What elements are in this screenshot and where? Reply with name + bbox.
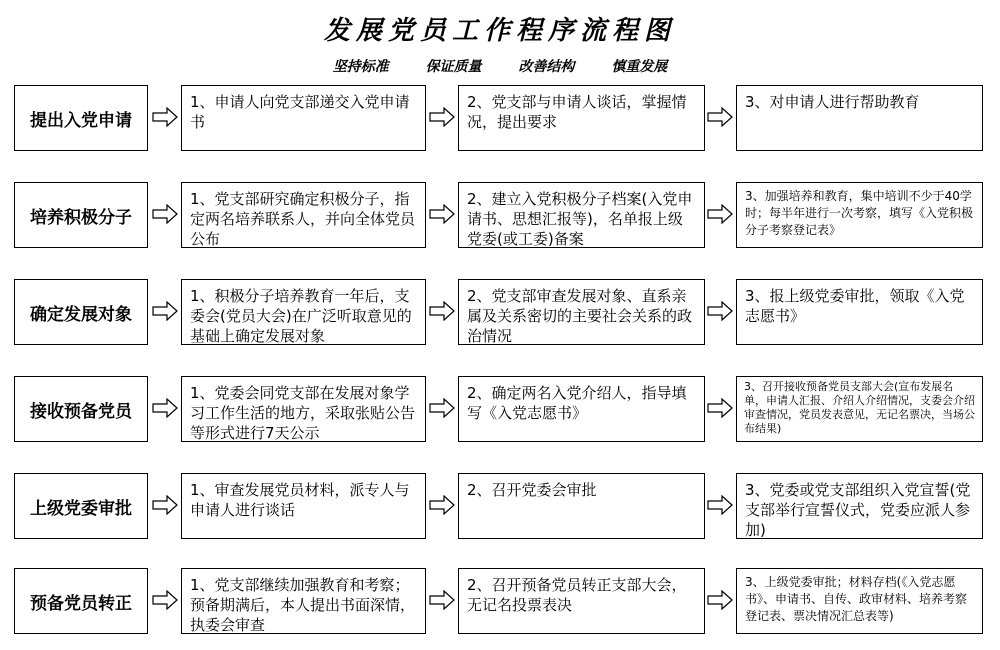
subtitle <box>0 56 1000 76</box>
arrow-right-icon <box>429 301 455 321</box>
step-box: 3、加强培养和教育，集中培训不少于40学时；每半年进行一次考察，填写《入党积极分子考察登记表》 <box>736 182 983 248</box>
stage-box: 接收预备党员 <box>14 376 148 442</box>
step-box: 1、积极分子培养教育一年后，支委会(党员大会)在广泛听取意见的基础上确定发展对象 <box>181 279 426 345</box>
subtitle-item: 坚持标准 <box>332 59 389 75</box>
arrow-right-icon <box>429 398 455 418</box>
step-box: 3、报上级党委审批，领取《入党志愿书》 <box>736 279 983 345</box>
arrow-right-icon <box>707 590 733 610</box>
step-box: 1、党支部继续加强教育和考察；预备期满后，本人提出书面深情，执委会审查 <box>181 568 426 634</box>
arrow-right-icon <box>707 495 733 515</box>
step-box: 1、审查发展党员材料，派专人与申请人进行谈话 <box>181 473 426 539</box>
arrow-right-icon <box>152 495 178 515</box>
step-box: 1、党委会同党支部在发展对象学习工作生活的地方，采取张贴公告等形式进行7天公示 <box>181 376 426 442</box>
stage-box: 上级党委审批 <box>14 473 148 539</box>
step-box: 2、召开预备党员转正支部大会，无记名投票表决 <box>458 568 705 634</box>
step-box: 2、党支部与申请人谈话，掌握情况，提出要求 <box>458 85 705 151</box>
step-box: 3、召开接收预备党员支部大会(宣布发展名单，申请人汇报、介绍人介绍情况，支委会介绍审查情况，党员发表意见，无记名票决，当场公布结果) <box>736 376 983 442</box>
step-box: 3、党委或党支部组织入党宣誓(党支部举行宣誓仪式，党委应派人参加) <box>736 473 983 539</box>
subtitle-item: 保证质量 <box>425 59 482 75</box>
arrow-right-icon <box>152 398 178 418</box>
step-box: 3、对申请人进行帮助教育 <box>736 85 983 151</box>
stage-box: 预备党员转正 <box>14 568 148 634</box>
step-box: 2、确定两名入党介绍人，指导填写《入党志愿书》 <box>458 376 705 442</box>
page-title: 发展党员工作程序流程图 <box>323 16 676 46</box>
stage-box: 培养积极分子 <box>14 182 148 248</box>
arrow-right-icon <box>707 301 733 321</box>
step-box: 1、党支部研究确定积极分子，指定两名培养联系人，并向全体党员公布 <box>181 182 426 248</box>
step-box: 2、建立入党积极分子档案(入党申请书、思想汇报等)，名单报上级党委(或工委)备案 <box>458 182 705 248</box>
stage-box: 确定发展对象 <box>14 279 148 345</box>
arrow-right-icon <box>429 590 455 610</box>
step-box: 1、申请人向党支部递交入党申请书 <box>181 85 426 151</box>
flow-row-candidate <box>0 279 1000 347</box>
arrow-right-icon <box>152 204 178 224</box>
arrow-right-icon <box>429 204 455 224</box>
arrow-right-icon <box>152 301 178 321</box>
flow-row-probationary <box>0 376 1000 444</box>
arrow-right-icon <box>429 107 455 127</box>
subtitle-item: 慎重发展 <box>611 59 668 75</box>
step-box: 3、上级党委审批；材料存档(《入党志愿书》、申请书、自传、政审材料、培养考察登记表、票决情况汇总表等) <box>736 568 983 634</box>
step-box: 2、召开党委会审批 <box>458 473 705 539</box>
arrow-right-icon <box>707 204 733 224</box>
step-box: 2、党支部审查发展对象、直系亲属及关系密切的主要社会关系的政治情况 <box>458 279 705 345</box>
stage-box: 提出入党申请 <box>14 85 148 151</box>
arrow-right-icon <box>707 398 733 418</box>
flow-row-activist <box>0 182 1000 250</box>
flow-row-full-membership <box>0 568 1000 636</box>
arrow-right-icon <box>152 107 178 127</box>
arrow-right-icon <box>707 107 733 127</box>
flow-row-approval <box>0 473 1000 541</box>
arrow-right-icon <box>152 590 178 610</box>
flow-row-apply <box>0 85 1000 153</box>
arrow-right-icon <box>429 495 455 515</box>
subtitle-item: 改善结构 <box>518 59 575 75</box>
